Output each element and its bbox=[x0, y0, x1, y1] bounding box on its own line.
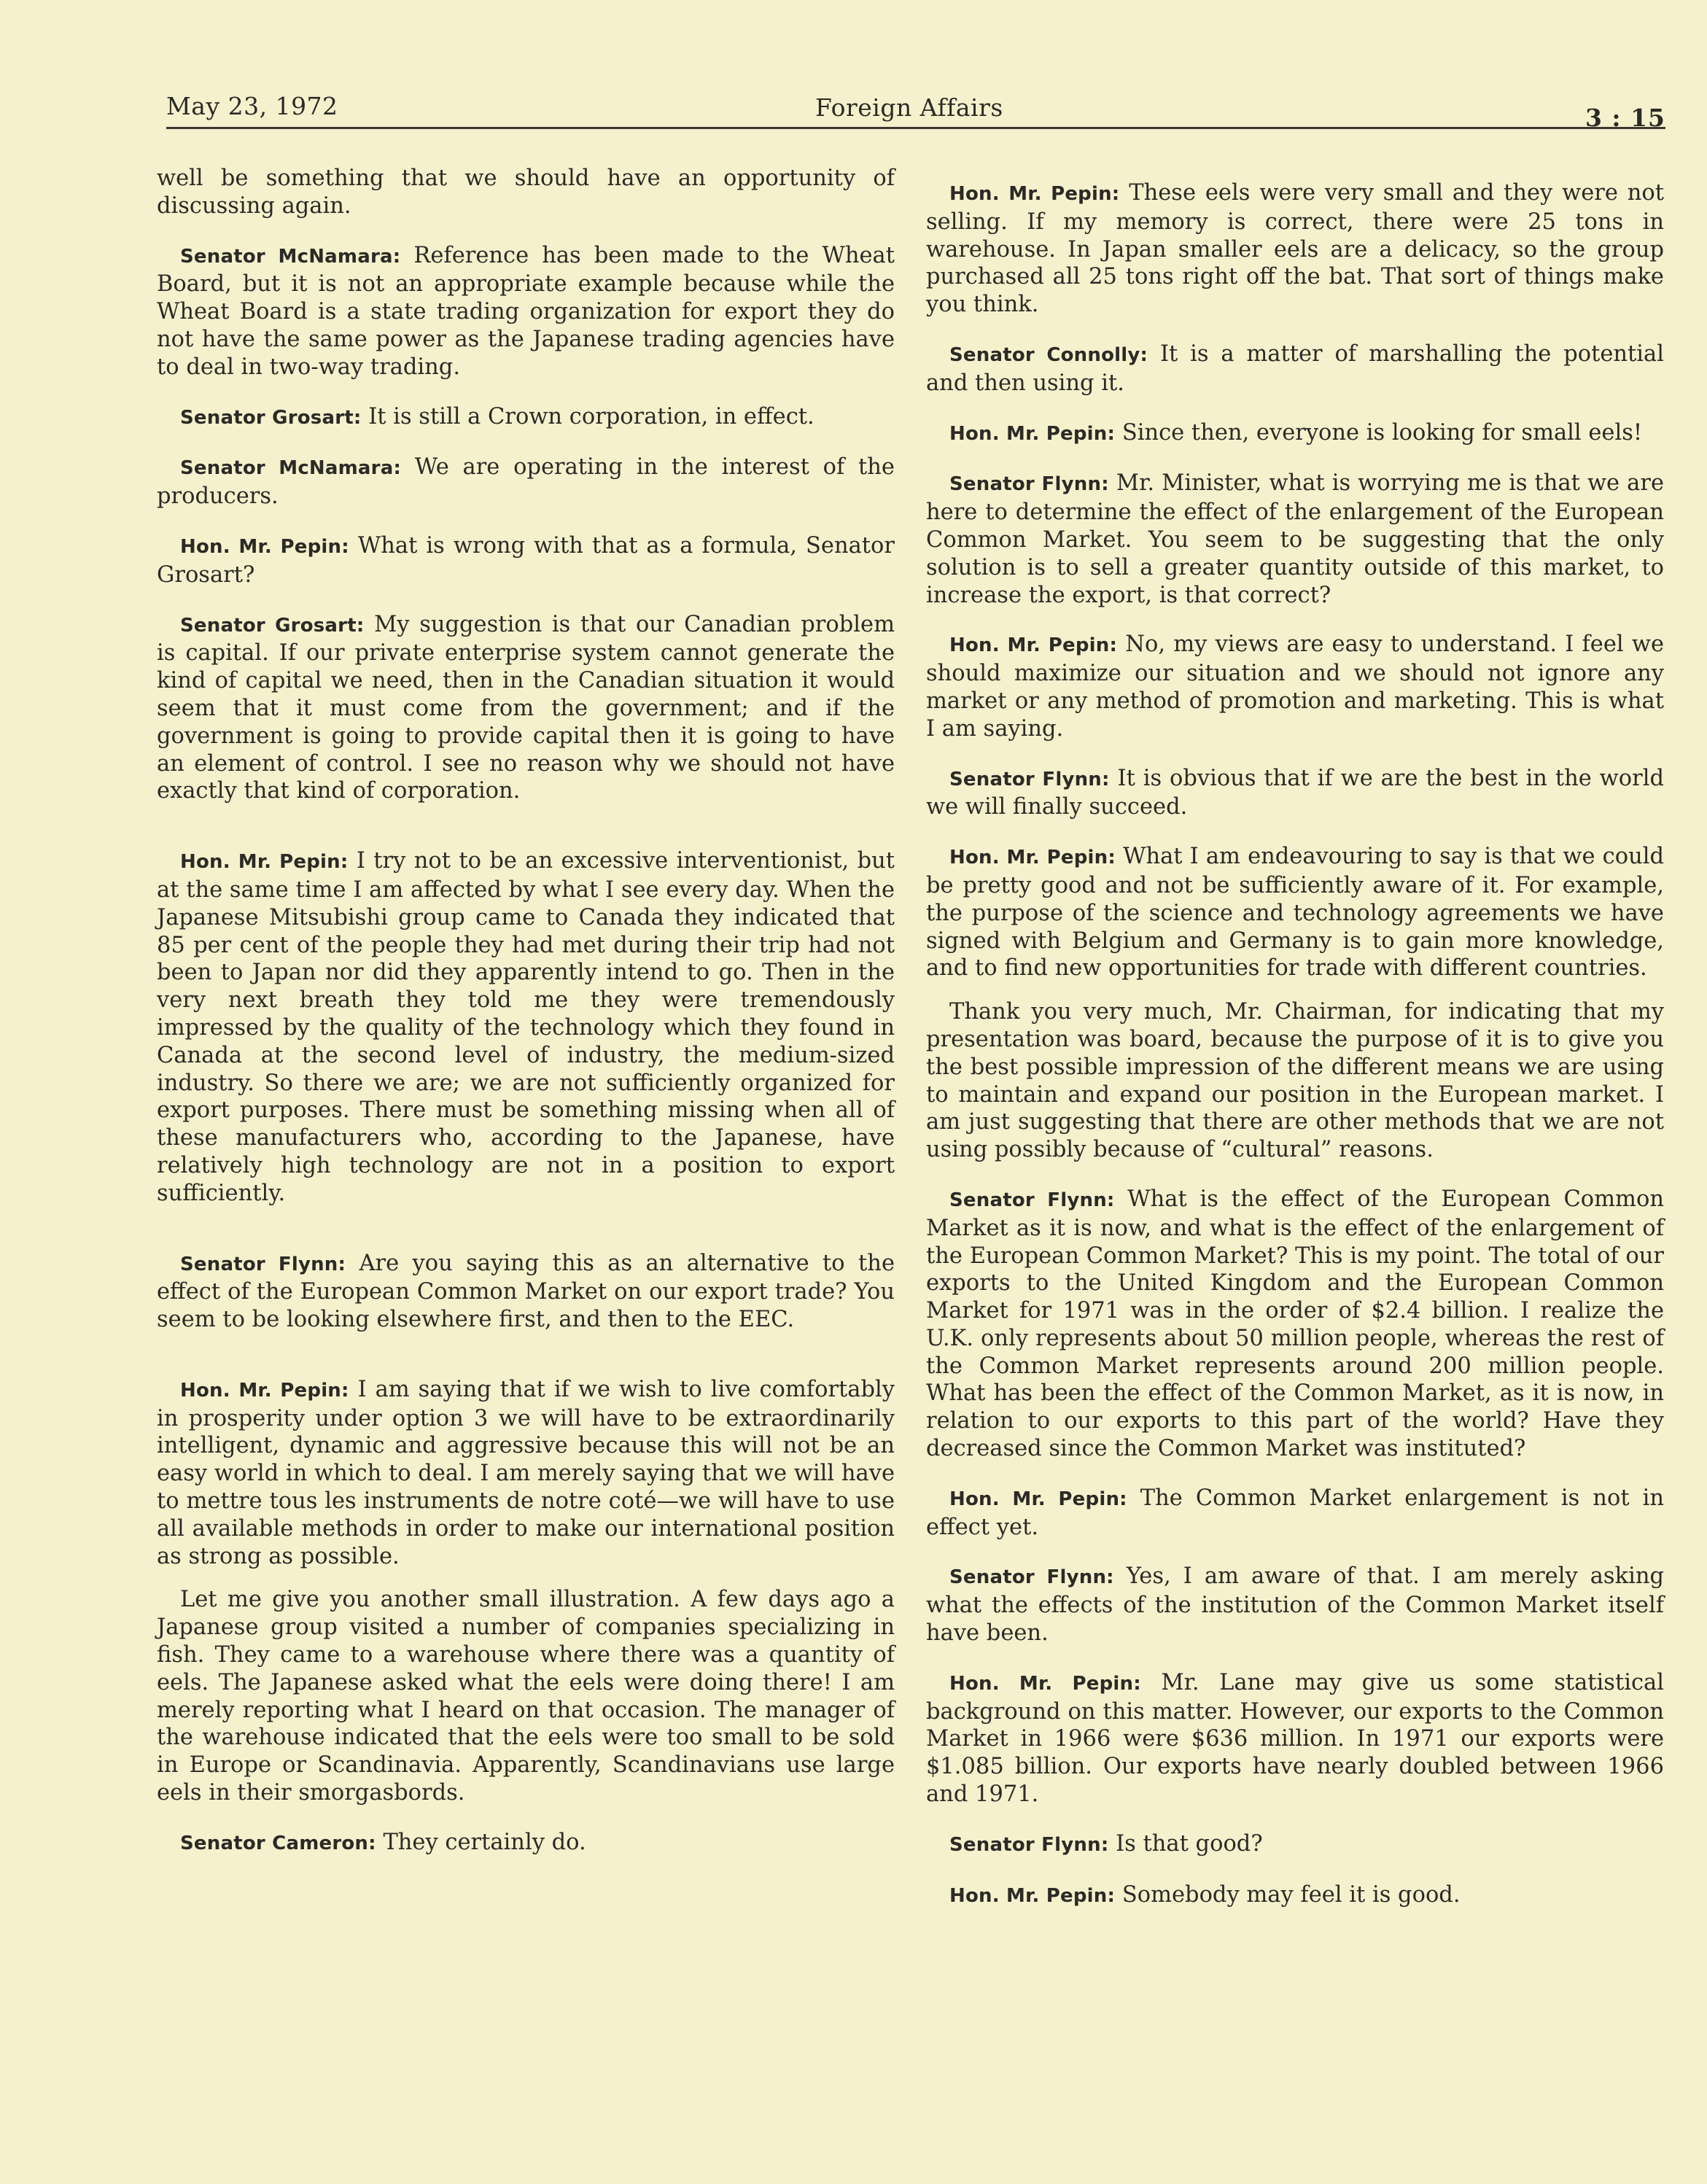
speaker-name: Hon. Mr. Pepin: bbox=[180, 851, 349, 874]
paragraph bbox=[926, 341, 1664, 397]
paragraph-text: I am saying that if we wish to live comfortably in prosperity under option 3 we will have to be extraordinarily intelligent, dynamic and aggressive because this will not be an easy world in which to deal. I am merely saying that we will have to mettre tous les instruments de notre coté—we will have to use all available methods in order to make our international position as strong as possible. bbox=[157, 1376, 895, 1569]
paragraph bbox=[926, 470, 1664, 609]
paragraph bbox=[157, 165, 895, 220]
paragraph bbox=[157, 611, 895, 806]
paragraph-text: Reference has been made to the Wheat Board, but it is not an appropriate example because while the Wheat Board is a state trading organization for export they do not have the same power as the Japanese trading agencies have to deal in two-way trading. bbox=[157, 242, 895, 380]
paragraph bbox=[926, 1830, 1664, 1859]
speaker-name: Hon. Mr. Pepin: bbox=[180, 1379, 349, 1402]
paragraph-text: What is wrong with that as a formula, Senator Grosart? bbox=[157, 532, 895, 588]
paragraph bbox=[157, 847, 895, 1207]
speaker-name: Hon. Mr. Pepin: bbox=[949, 847, 1116, 869]
paragraph-text: What is the effect of the European Common Market as it is now, and what is the effect of the enlargement of the European Common Market? This is my point. The total of our exports to the United Kingdom and the European Common Market for 1971 was in the order of $2.4 billion. I realize the U.K. only represents about 50 million people, whereas the rest of the Common Market represents around 200 million people. What has been the effect of the Common Market, as it is now, in relation to our exports to this part of the world? Have they decreased since the Common Market was instituted? bbox=[926, 1186, 1664, 1462]
speaker-name: Senator McNamara: bbox=[180, 457, 402, 480]
paragraph bbox=[926, 843, 1664, 982]
paragraph bbox=[157, 1829, 895, 1858]
speaker-name: Hon. Mr. Pepin: bbox=[949, 1884, 1116, 1907]
paragraph-text: Since then, everyone is looking for small eels! bbox=[1121, 419, 1643, 446]
paragraph bbox=[157, 1250, 895, 1334]
paragraph-text: No, my views are easy to understand. I feel we should maximize our situation and we should not ignore any market or any method of promotion and marketing. This is what I am saying. bbox=[926, 632, 1664, 742]
paragraph-text: Thank you very much, Mr. Chairman, for indicating that my presentation was board, because the purpose of it is to give you the best possible impression of the different means we are using to maintain and expand our position in the European market. I am just suggesting that there are other methods that we are not using possibly because of “cultural” reasons. bbox=[926, 999, 1664, 1163]
speaker-name: Senator Flynn: bbox=[949, 1189, 1115, 1211]
speaker-name: Hon. Mr. Pepin: bbox=[949, 422, 1116, 445]
paragraph-text: It is a matter of marshalling the potential and then using it. bbox=[926, 341, 1664, 396]
speaker-name: Senator Connolly: bbox=[949, 343, 1148, 366]
paragraph-text: Mr. Minister, what is worrying me is that we are here to determine the effect of the enlargement of the European Common Market. You seem to be suggesting that the only solution is to sell a greater quantity outside of this market, to increase the export, is that correct? bbox=[926, 470, 1664, 608]
speaker-name: Senator Grosart: bbox=[180, 614, 365, 637]
header-rule bbox=[166, 127, 1665, 129]
speaker-name: Senator Flynn: bbox=[949, 1566, 1114, 1589]
header-title: Foreign Affairs bbox=[815, 93, 1003, 122]
paragraph-text: It is obvious that if we are the best in the world we will finally succeed. bbox=[926, 765, 1664, 820]
speaker-name: Senator Flynn: bbox=[949, 473, 1109, 496]
header-date: May 23, 1972 bbox=[166, 92, 338, 120]
paragraph bbox=[157, 454, 895, 510]
paragraph-text: Somebody may feel it is good. bbox=[1121, 1881, 1461, 1908]
paragraph bbox=[926, 998, 1664, 1164]
paragraph bbox=[157, 242, 895, 381]
paragraph bbox=[926, 1669, 1664, 1808]
paragraph bbox=[926, 765, 1664, 822]
paragraph-text: Are you saying this as an alternative to the effect of the European Common Market on our export trade? You seem to be looking elsewhere first, and then to the EEC. bbox=[157, 1250, 895, 1333]
paragraph-text: Yes, I am aware of that. I am merely asking what the effects of the institution of the Common Market itself have been. bbox=[926, 1563, 1664, 1647]
left-column bbox=[157, 165, 895, 1880]
paragraph bbox=[926, 1485, 1664, 1542]
paragraph bbox=[926, 419, 1664, 448]
paragraph bbox=[926, 179, 1664, 319]
right-column bbox=[926, 179, 1664, 1932]
paragraph-text: well be something that we should have an opportunity of discussing again. bbox=[157, 166, 895, 219]
paragraph bbox=[157, 1376, 895, 1571]
page-header bbox=[166, 86, 1665, 130]
speaker-name: Hon. Mr. Pepin: bbox=[180, 535, 349, 558]
paragraph-text: What I am endeavouring to say is that we could be pretty good and not be sufficiently aware of it. For example, the purpose of the science and technology agreements we have signed with Belgium and Germany is to gain more knowledge, and to find new opportunities for trade with different countries. bbox=[926, 844, 1664, 982]
speaker-name: Senator Cameron: bbox=[180, 1832, 376, 1854]
paragraph bbox=[926, 1563, 1664, 1647]
paragraph-text: The Common Market enlargement is not in effect yet. bbox=[926, 1485, 1664, 1540]
paragraph-text: These eels were very small and they were not selling. If my memory is correct, there were 25 tons in warehouse. In Japan smaller eels are a delicacy, so the group purchased all 25 tons right off the bat. That sort of things make you think. bbox=[926, 180, 1664, 318]
paragraph bbox=[926, 1186, 1664, 1463]
speaker-name: Senator Flynn: bbox=[949, 768, 1110, 790]
paragraph-text: It is still a Crown corporation, in effect. bbox=[368, 403, 814, 430]
paragraph-text: Is that good? bbox=[1116, 1830, 1263, 1857]
paragraph-text: They certainly do. bbox=[383, 1829, 586, 1855]
paragraph bbox=[926, 631, 1664, 742]
speaker-name: Senator Flynn: bbox=[180, 1253, 346, 1275]
speaker-name: Senator Grosart: bbox=[180, 406, 362, 429]
paragraph-text: My suggestion is that our Canadian problem is capital. If our private enterprise system cannot generate the kind of capital we need, then in the Canadian situation it would seem that it must come from the government; and if the government is going to provide capital then it is going to have an element of control. I see no reason why we should not have exactly that kind of corporation. bbox=[157, 611, 895, 804]
speaker-name: Senator McNamara: bbox=[180, 245, 401, 268]
paragraph-text: Let me give you another small illustration. A few days ago a Japanese group visited a number of companies specializing in fish. They came to a warehouse where there was a quantity of eels. The Japanese asked what the eels were doing there! I am merely reporting what I heard on that occasion. The manager of the warehouse indicated that the eels were too small to be sold in Europe or Scandinavia. Apparently, Scandinavians use large eels in their smorgasbords. bbox=[157, 1587, 895, 1806]
paragraph bbox=[157, 1586, 895, 1806]
paragraph-text: We are operating in the interest of the producers. bbox=[157, 454, 895, 510]
speaker-name: Senator Flynn: bbox=[949, 1833, 1109, 1856]
header-page-number: 3 : 15 bbox=[1584, 104, 1665, 132]
paragraph bbox=[926, 1881, 1664, 1911]
speaker-name: Hon. Mr. Pepin: bbox=[949, 1488, 1127, 1510]
paragraph-text: Mr. Lane may give us some statistical background on this matter. However, our exports to the Common Market in 1966 were $636 million. In 1971 our exports were $1.085 billion. Our exports have nearly doubled between 1966 and 1971. bbox=[926, 1669, 1664, 1808]
speaker-name: Hon. Mr. Pepin: bbox=[949, 1672, 1141, 1695]
paragraph bbox=[157, 532, 895, 589]
speaker-name: Hon. Mr. Pepin: bbox=[949, 183, 1120, 205]
speaker-name: Hon. Mr. Pepin: bbox=[949, 634, 1118, 657]
paragraph bbox=[157, 403, 895, 432]
paragraph-text: I try not to be an excessive interventionist, but at the same time I am affected by what I see every day. When the Japanese Mitsubishi group came to Canada they indicated that 85 per cent of the people they had met during their trip had not been to Japan nor did they apparently intend to go. Then in the very next breath they told me they were tremendously impressed by the quality of the technology which they found in Canada at the second level of industry, the medium-sized industry. So there we are; we are not sufficiently organized for export purposes. There must be something missing when all of these manufacturers who, according to the Japanese, have relatively high technology are not in a position to export sufficiently. bbox=[157, 848, 895, 1206]
